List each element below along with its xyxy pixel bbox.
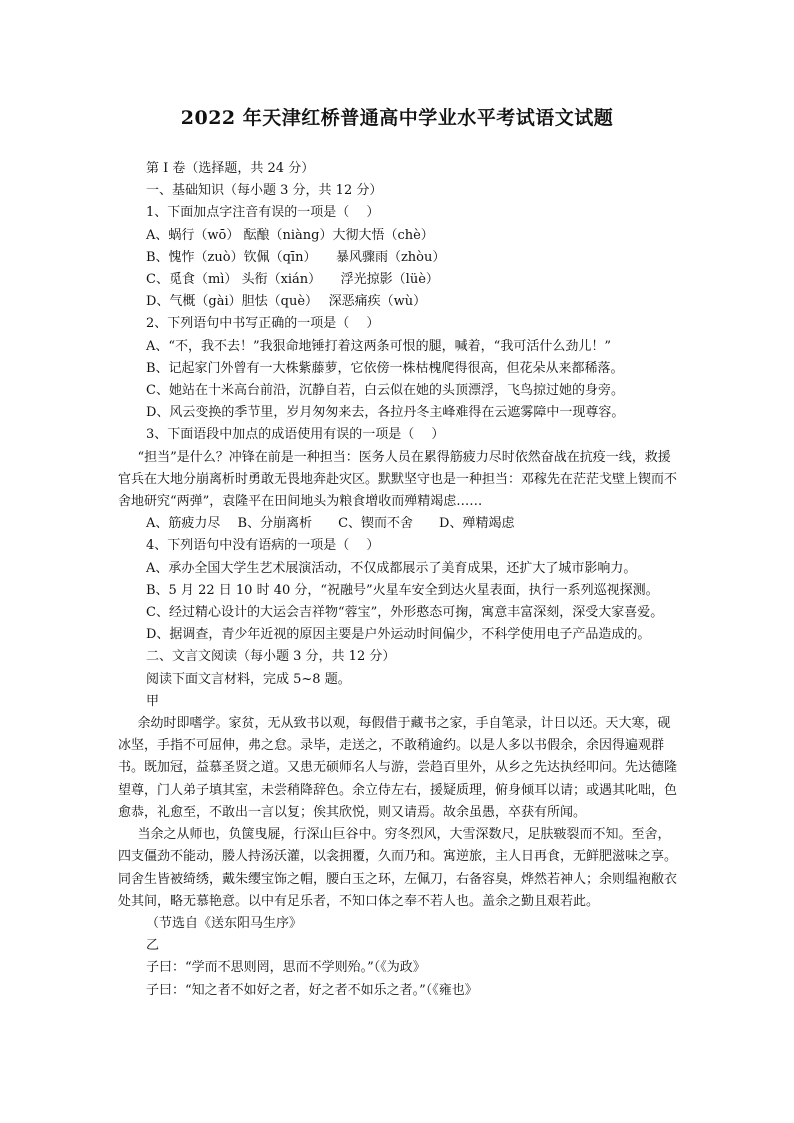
q2-option-d: D、风云变换的季节里，岁月匆匆来去，各拉丹冬主峰难得在云遮雾障中一现尊容。	[146, 405, 625, 421]
section-header: 第 I 卷（选择题，共 24 分）	[146, 161, 315, 176]
passage-source: （节选自《送东阳马生序》	[146, 915, 303, 931]
q1-option-d: D、气概（gài）胆怯（què） 深恶痛疾（wù）	[146, 294, 427, 310]
reading-instruction: 阅读下面文言材料，完成 5~8 题。	[146, 671, 351, 687]
q1-option-b: B、愧怍（zuò）钦佩（qīn） 暴风骤雨（zhòu）	[146, 249, 446, 265]
q2-option-a: A、“不，我不去！”我狠命地锤打着这两条可恨的腿，喊着，“我可活什么劲儿！”	[146, 338, 611, 354]
q4-option-a: A、承办全国大学生艺术展演活动，不仅成都展示了美育成果，还扩大了城市影响力。	[146, 560, 637, 576]
question-3: 3、下面语段中加点的成语使用有误的一项是（ ）	[146, 427, 445, 443]
passage-label-yi: 乙	[146, 938, 160, 954]
q1-option-a: A、蜗行（wō） 酝酿（niàng）大彻大悟（chè）	[146, 227, 434, 243]
question-1: 1、下面加点字注音有误的一项是（ ）	[146, 205, 380, 221]
q4-option-d: D、据调查，青少年近视的原因主要是户外运动时间偏少，不科学使用电子产品造成的。	[146, 627, 651, 643]
q3-options: A、筋疲力尽 B、分崩离析 C、锲而不舍 D、殚精竭虑	[146, 516, 515, 532]
passage-jia-paragraph-1: 余幼时即嗜学。家贫，无从致书以观，每假借于藏书之家，手自笔录，计日以还。天大寒，砚冰坚，手指不可屈伸，弗之怠。录毕，走送之，不敢稍逾约。以是人多以书假余，余因得遍观群书。既加冠，益慕圣贤之道。又患无硕师名人与游，尝趋百里外，从乡之先达执经叩问。先达德隆望尊，门人弟子填其室，未尝稍降辞色。余立侍左右，援疑质理，俯身倾耳以请；或遇其叱咄，色愈恭，礼愈至，不敢出一言以复；俟其欣悦，则又请焉。故余虽愚，卒获有所闻。	[118, 716, 678, 820]
quote-2: 子曰：“知之者不如好之者，好之者不如乐之者。”（《雍也》	[146, 982, 478, 998]
q1-option-c: C、觅食（mì） 头衔（xián） 浮光掠影（lüè）	[146, 272, 439, 288]
q3-passage: “担当”是什么？冲锋在前是一种担当：医务人员在累得筋疲力尽时依然奋战在抗疫一线，救援官兵在大地分崩离析时勇敢无畏地奔赴灾区。默默坚守也是一种担当：邓稼先在茫茫戈壁上锲而不舍地研究“两弹”，袁隆平在田间地头为粮食增收而殚精竭虑……	[118, 449, 678, 510]
document-body	[118, 158, 680, 1002]
part-heading: 一、基础知识（每小题 3 分，共 12 分）	[146, 183, 383, 199]
q2-option-c: C、她站在十米高台前沿，沉静自若，白云似在她的头顶漂浮，飞鸟掠过她的身旁。	[146, 383, 624, 399]
question-4: 4、下列语句中没有语病的一项是（ ）	[146, 538, 380, 554]
q4-option-b: B、5 月 22 日 10 时 40 分，“祝融号”火星车安全到达火星表面，执行一系列巡视探测。	[146, 582, 659, 598]
q2-option-b: B、记起家门外曾有一大株紫藤萝，它依傍一株枯槐爬得很高，但花朵从来都稀落。	[146, 360, 624, 376]
page-title: 2022 年天津红桥普通高中学业水平考试语文试题	[180, 107, 614, 129]
q4-option-c: C、经过精心设计的大运会吉祥物“蓉宝”，外形憨态可掬，寓意丰富深刻，深受大家喜爱。	[146, 605, 664, 621]
passage-label-jia: 甲	[146, 693, 160, 709]
passage-jia-paragraph-2: 当余之从师也，负箧曳屣，行深山巨谷中。穷冬烈风，大雪深数尺，足肤皲裂而不知。至舍，四支僵劲不能动，媵人持汤沃灌，以衾拥覆，久而乃和。寓逆旅，主人日再食，无鲜肥滋味之享。同舍生皆被绮绣，戴朱缨宝饰之帽，腰白玉之环，左佩刀，右备容臭，烨然若神人；余则缊袍敝衣处其间，略无慕艳意。以中有足乐者，不知口体之奉不若人也。盖余之勤且艰若此。	[118, 827, 678, 909]
question-2: 2、下列语句中书写正确的一项是（ ）	[146, 316, 380, 332]
quote-1: 子曰：“学而不思则罔，思而不学则殆。”（《为政》	[146, 960, 426, 976]
part-heading-2: 二、文言文阅读（每小题 3 分，共 12 分）	[146, 649, 396, 665]
